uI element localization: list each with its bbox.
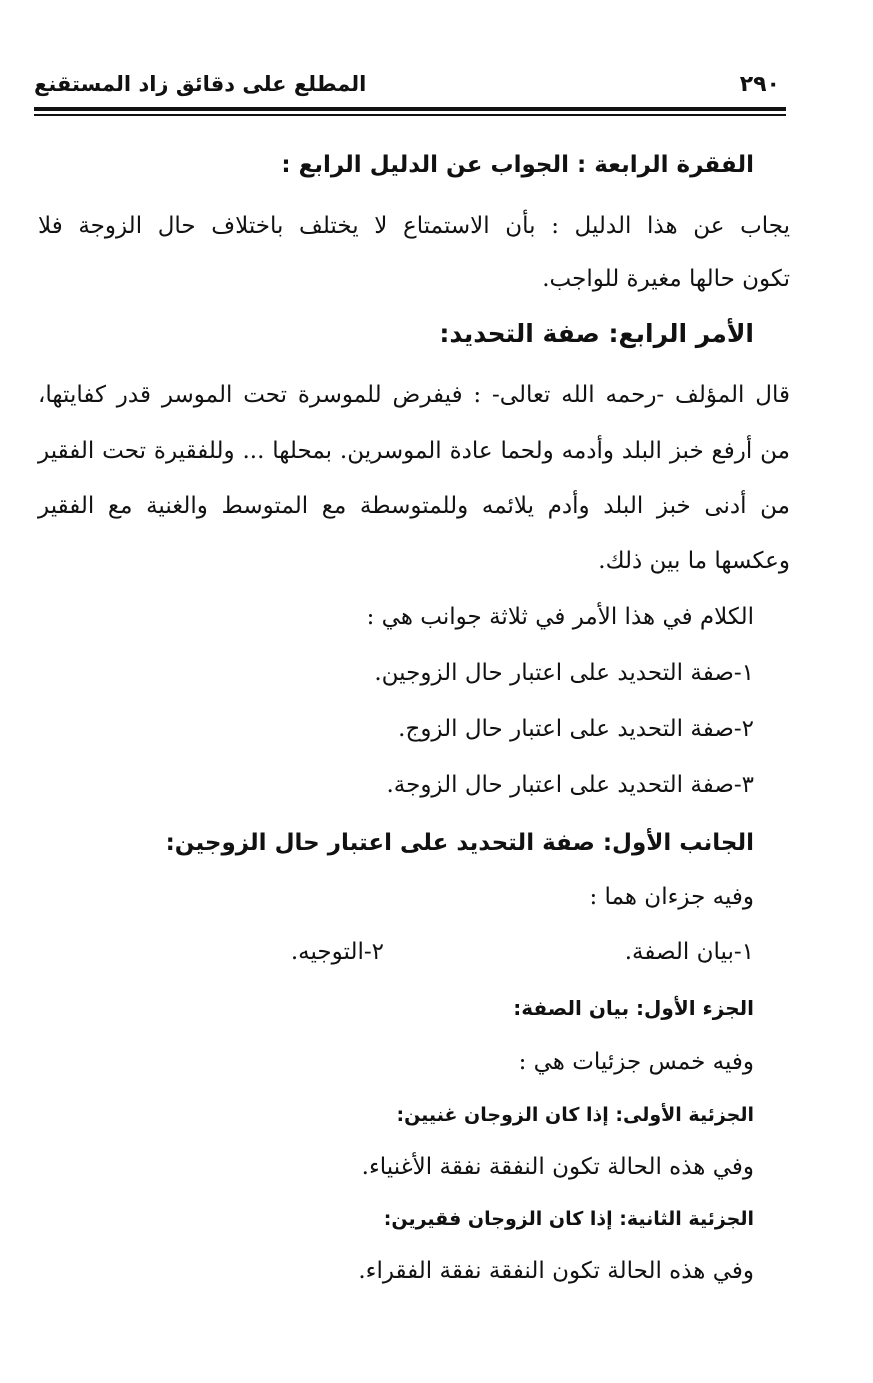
section-heading-first-aspect: الجانب الأول: صفة التحديد على اعتبار حال الزوجين:: [165, 830, 754, 856]
page-number: ٢٩٠: [739, 72, 780, 97]
paragraph-line: تكون حالها مغيرة للواجب.: [542, 266, 790, 292]
list-item: ٣-صفة التحديد على اعتبار حال الزوجة.: [386, 772, 754, 798]
quote-line: قال المؤلف -رحمه الله تعالى- : فيفرض للموسرة تحت الموسر قدر كفايتها،: [38, 382, 790, 408]
list-item: ٢-التوجيه.: [290, 939, 384, 965]
header-rule-thin: [34, 114, 786, 116]
intro-line: الكلام في هذا الأمر في ثلاثة جوانب هي :: [366, 604, 754, 630]
book-title: المطلع على دقائق زاد المستقنع: [34, 72, 367, 96]
quote-line: من أدنى خبز البلد وأدم يلائمه وللمتوسطة مع المتوسط والغنية مع الفقير: [38, 493, 790, 519]
page-header: [34, 70, 780, 104]
section-heading-first-detail: الجزئية الأولى: إذا كان الزوجان غنيين:: [396, 1104, 754, 1126]
section-heading-second-detail: الجزئية الثانية: إذا كان الزوجان فقيرين:: [383, 1208, 754, 1230]
section-heading-fourth-matter: الأمر الرابع: صفة التحديد:: [439, 319, 754, 348]
quote-line: من أرفع خبز البلد وأدمه ولحما عادة الموسرين. بمحلها ... وللفقيرة تحت الفقير: [38, 438, 790, 464]
two-column-list: [38, 937, 754, 967]
paragraph-line: يجاب عن هذا الدليل : بأن الاستمتاع لا يختلف باختلاف حال الزوجة فلا: [38, 213, 790, 239]
intro-line: وفيه خمس جزئيات هي :: [518, 1049, 754, 1075]
header-rule-thick: [34, 107, 786, 111]
section-heading-fourth-paragraph: الفقرة الرابعة : الجواب عن الدليل الرابع :: [281, 152, 754, 178]
quote-line: وعكسها ما بين ذلك.: [598, 548, 790, 574]
list-item: ١-صفة التحديد على اعتبار حال الزوجين.: [374, 660, 754, 686]
paragraph-line: وفي هذه الحالة تكون النفقة نفقة الفقراء.: [358, 1258, 754, 1284]
list-item: ٢-صفة التحديد على اعتبار حال الزوج.: [398, 716, 754, 742]
paragraph-line: وفي هذه الحالة تكون النفقة نفقة الأغنياء.: [361, 1154, 754, 1180]
section-heading-first-part: الجزء الأول: بيان الصفة:: [513, 996, 754, 1020]
list-item: ١-بيان الصفة.: [624, 939, 754, 965]
intro-line: وفيه جزءان هما :: [589, 884, 754, 910]
